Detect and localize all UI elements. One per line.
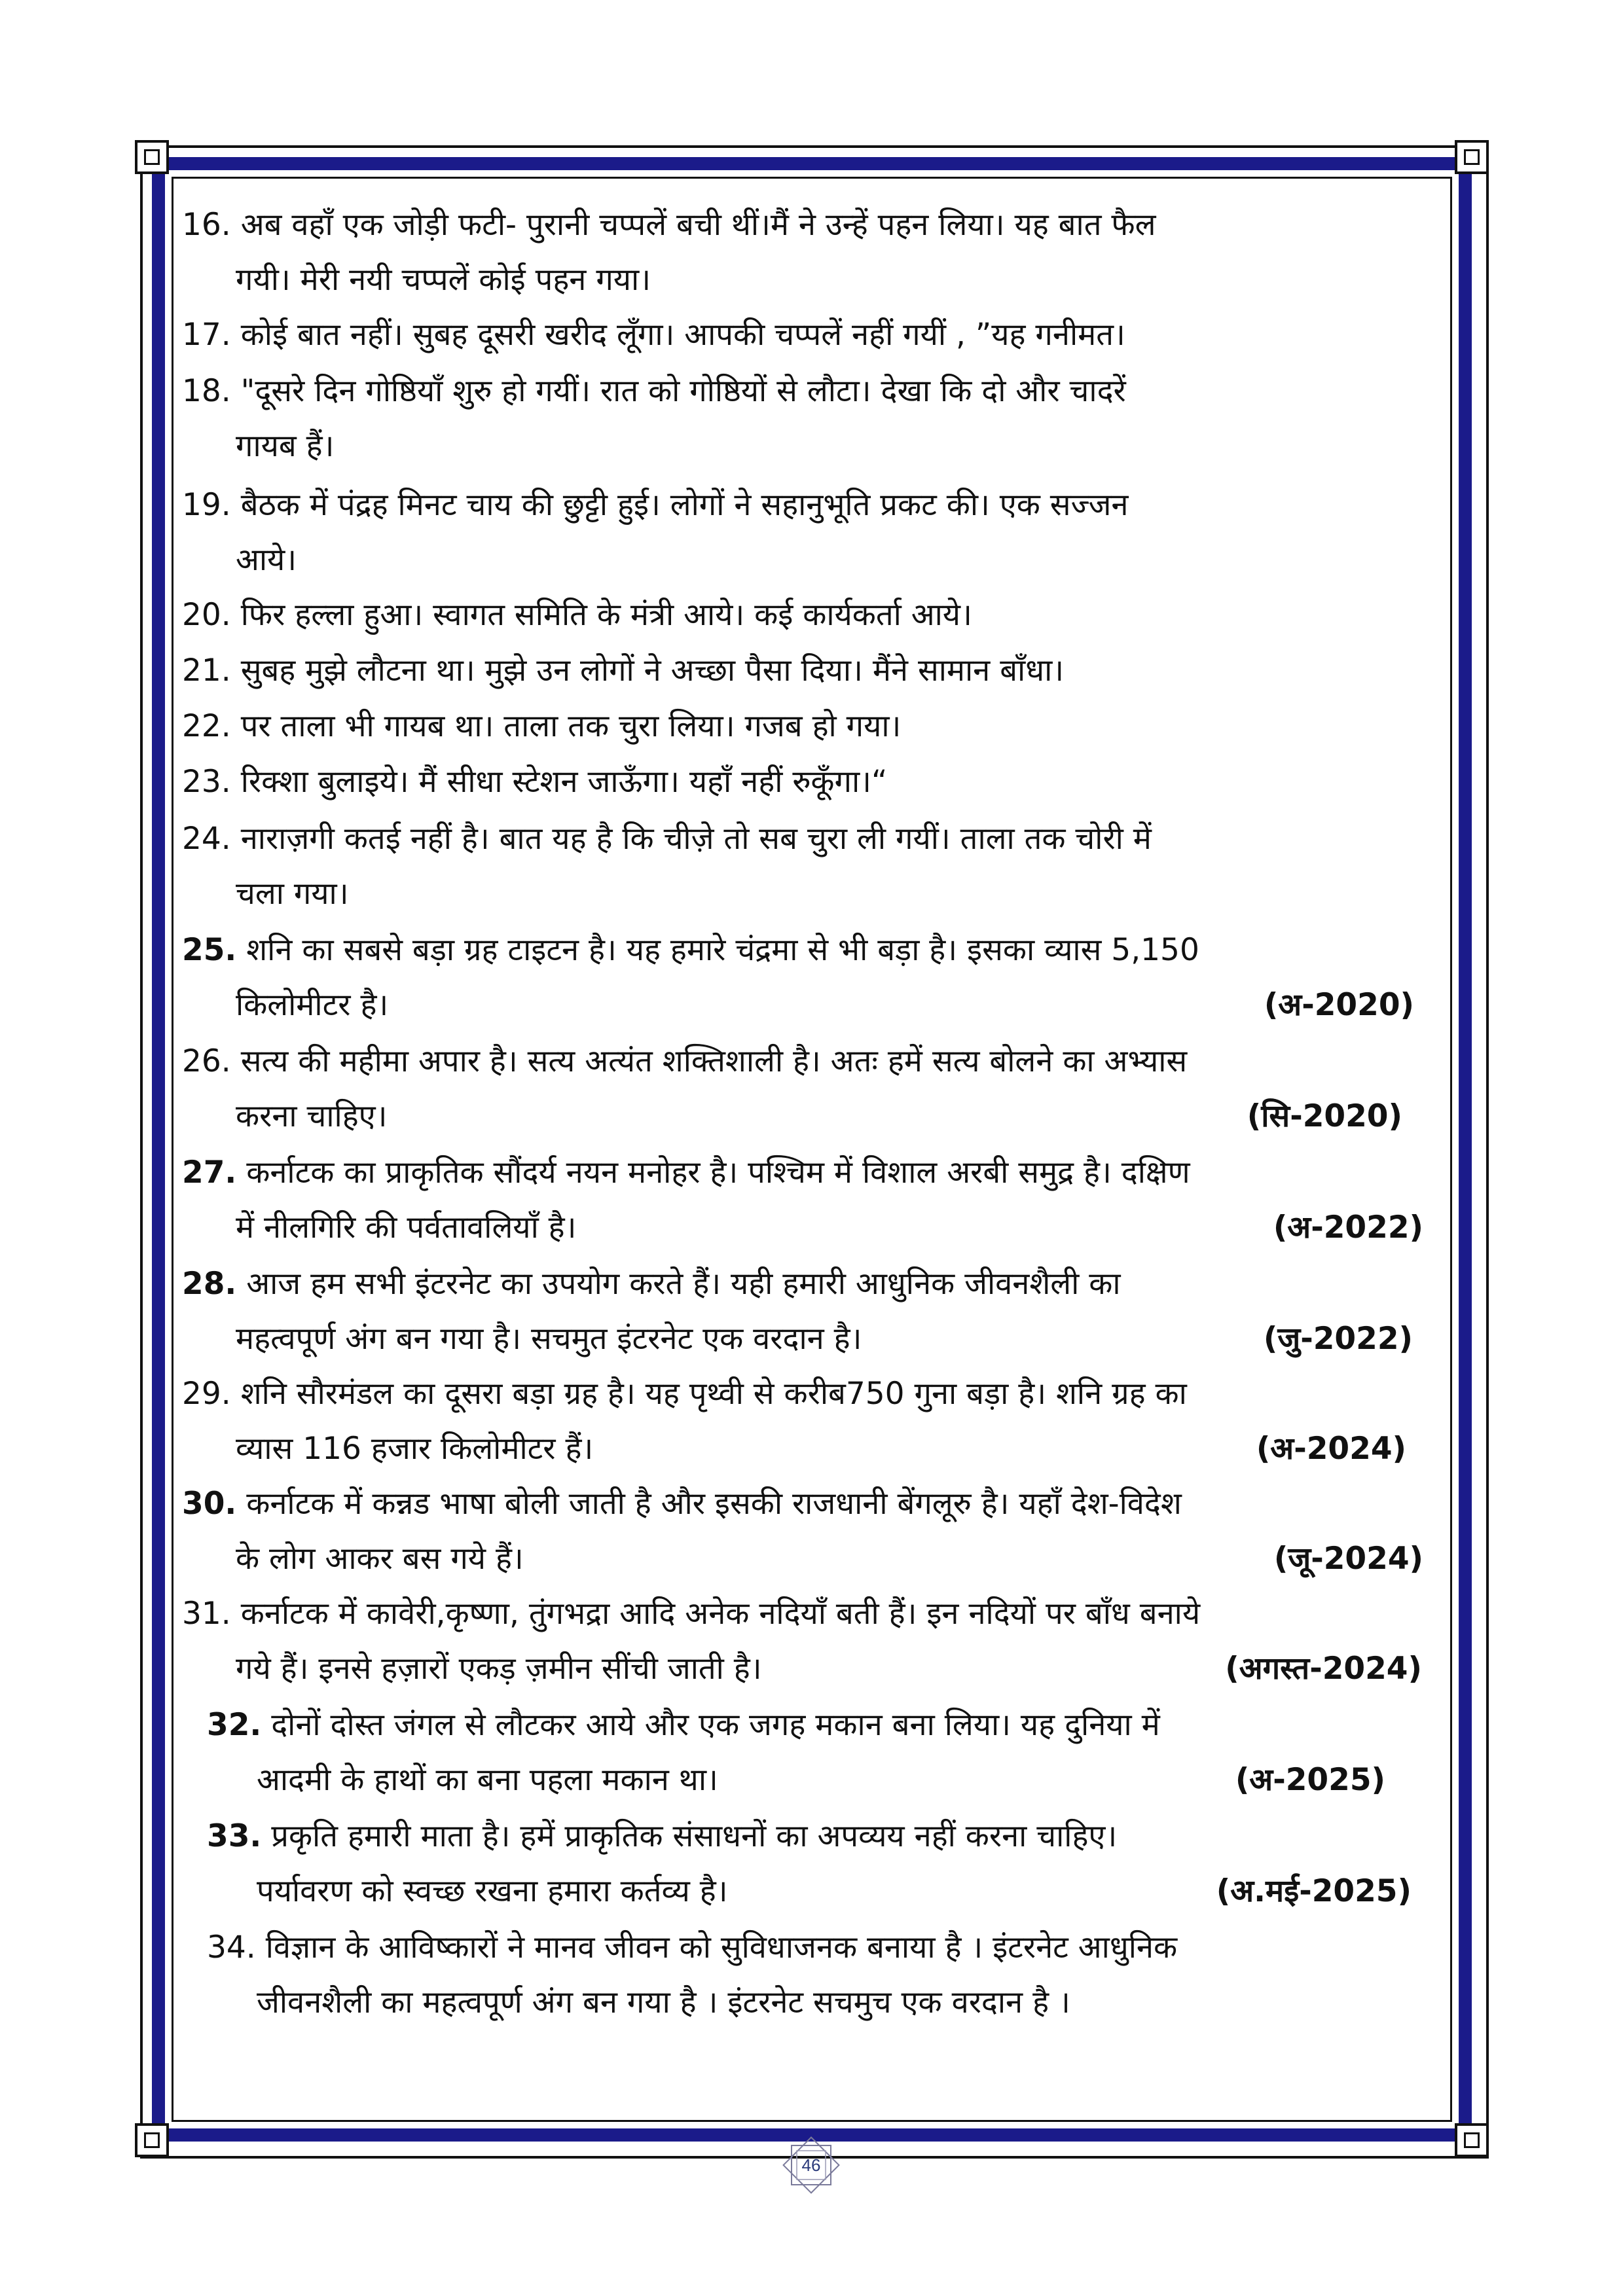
item-text: रिक्शा बुलाइये। मैं सीधा स्टेशन जाऊँगा। यहाँ नहीं रुकूँगा।“: [240, 764, 888, 800]
item-number: 30.: [182, 1486, 237, 1522]
item-text-continuation: गायब हैं।: [236, 428, 335, 464]
list-item: [182, 812, 1436, 922]
item-text: आज हम सभी इंटरनेट का उपयोग करते हैं। यही हमारी आधुनिक जीवनशैली का: [246, 1266, 1121, 1302]
item-number: 25.: [182, 932, 237, 968]
list-item: [182, 1367, 1436, 1477]
item-number: 31.: [182, 1596, 231, 1632]
item-text: कर्नाटक में कन्नड भाषा बोली जाती है और इसकी राजधानी बेंगलूरु है। यहाँ देश-विदेश: [246, 1486, 1182, 1522]
item-text-continuation: गयी। मेरी नयी चप्पलें कोई पहन गया।: [236, 262, 651, 298]
item-text: बैठक में पंद्रह मिनट चाय की छुट्टी हुई। लोगों ने सहानुभूति प्रकट की। एक सज्जन: [240, 487, 1129, 523]
item-number: 27.: [182, 1155, 237, 1191]
item-text-continuation: आदमी के हाथों का बना पहला मकान था। (अ-2025): [207, 1753, 1385, 1808]
item-number: 32.: [207, 1707, 262, 1743]
list-item: [182, 478, 1436, 588]
item-text-continuation: महत्वपूर्ण अंग बन गया है। सचमुत इंटरनेट एक वरदान है। (जु-2022): [182, 1312, 1413, 1367]
frame-corner-ornament: [1455, 140, 1489, 174]
list-item: [182, 1587, 1436, 1696]
frame-corner-ornament: [1455, 2123, 1489, 2157]
list-item: [182, 755, 1436, 810]
item-text: नाराज़गी कतई नहीं है। बात यह है कि चीज़े तो सब चुरा ली गयीं। ताला तक चोरी में: [240, 821, 1152, 857]
list-item: [182, 923, 1436, 1033]
item-number: 34.: [207, 1929, 256, 1965]
exam-year-tag: (अ-2025): [1235, 1762, 1385, 1798]
item-text-continuation: में नीलगिरि की पर्वतावलियाँ है। (अ-2022): [182, 1200, 1423, 1255]
item-number: 21.: [182, 653, 231, 689]
item-text: कर्नाटक का प्राकृतिक सौंदर्य नयन मनोहर है। पश्चिम में विशाल अरबी समुद्र है। दक्षिण: [246, 1155, 1190, 1191]
item-text-continuation: गये हैं। इनसे हज़ारों एकड़ ज़मीन सींची जाती है। (अगस्त-2024): [182, 1641, 1422, 1696]
frame-corner-ornament: [135, 2123, 169, 2157]
item-text: फिर हल्ला हुआ। स्वागत समिति के मंत्री आये। कई कार्यकर्ता आये।: [240, 597, 972, 633]
list-item: [182, 1145, 1436, 1255]
list-item: [182, 1477, 1436, 1587]
item-text: शनि का सबसे बड़ा ग्रह टाइटन है। यह हमारे चंद्रमा से भी बड़ा है। इसका व्यास 5,150: [246, 932, 1199, 968]
page-number: 46: [801, 2155, 821, 2175]
item-text-continuation: पर्यावरण को स्वच्छ रखना हमारा कर्तव्य है। (अ.मई-2025): [207, 1864, 1412, 1919]
item-number: 22.: [182, 708, 231, 744]
item-text: पर ताला भी गायब था। ताला तक चुरा लिया। गजब हो गया।: [240, 708, 902, 744]
item-number: 18.: [182, 373, 231, 409]
item-number: 33.: [207, 1818, 262, 1854]
item-number: 29.: [182, 1376, 231, 1412]
item-number: 26.: [182, 1043, 231, 1079]
page-number-badge: [777, 2131, 845, 2199]
item-text-continuation: जीवनशैली का महत्वपूर्ण अंग बन गया है । इंटरनेट सचमुच एक वरदान है ।: [257, 1984, 1070, 2020]
item-text: दोनों दोस्त जंगल से लौटकर आये और एक जगह मकान बना लिया। यह दुनिया में: [271, 1707, 1160, 1743]
list-item: [182, 588, 1436, 643]
list-item: [182, 364, 1436, 474]
item-number: 19.: [182, 487, 231, 523]
item-number: 24.: [182, 821, 231, 857]
list-item: [207, 1920, 1438, 2030]
list-item: [182, 699, 1436, 754]
item-text: प्रकृति हमारी माता है। हमें प्राकृतिक संसाधनों का अपव्यय नहीं करना चाहिए।: [271, 1818, 1118, 1854]
list-item: [182, 308, 1432, 363]
item-number: 16.: [182, 207, 231, 243]
item-number: 17.: [182, 317, 231, 353]
exam-year-tag: (अ-2022): [1273, 1210, 1423, 1246]
list-item: [207, 1809, 1412, 1919]
list-item: [207, 1698, 1398, 1808]
item-text: अब वहाँ एक जोड़ी फटी- पुरानी चप्पलें बची थीं।मैं ने उन्हें पहन लिया। यह बात फैल: [240, 207, 1156, 243]
item-text: "दूसरे दिन गोष्ठियाँ शुरु हो गयीं। रात को गोष्ठियों से लौटा। देखा कि दो और चादरें: [240, 373, 1126, 409]
item-number: 23.: [182, 764, 231, 800]
item-text-continuation: करना चाहिए। (सि-2020): [182, 1089, 1402, 1144]
list-item: [182, 643, 1436, 698]
exam-year-tag: (अ-2020): [1264, 987, 1414, 1023]
frame-corner-ornament: [135, 140, 169, 174]
item-text-continuation: चला गया।: [236, 876, 349, 912]
exam-year-tag: (अगस्त-2024): [1225, 1651, 1422, 1687]
item-text: सत्य की महीमा अपार है। सत्य अत्यंत शक्तिशाली है। अतः हमें सत्य बोलने का अभ्यास: [240, 1043, 1188, 1079]
item-text-continuation: आये।: [236, 542, 297, 578]
exam-year-tag: (जु-2022): [1263, 1321, 1413, 1357]
item-text: कोई बात नहीं। सुबह दूसरी खरीद लूँगा। आपकी चप्पलें नहीं गयीं , ”यह गनीमत।: [240, 317, 1125, 353]
item-text-continuation: के लोग आकर बस गये हैं। (जू-2024): [182, 1532, 1423, 1587]
exam-year-tag: (सि-2020): [1247, 1098, 1402, 1134]
list-item: [182, 1034, 1436, 1144]
exam-year-tag: (अ-2024): [1256, 1431, 1406, 1467]
item-number: 28.: [182, 1266, 237, 1302]
item-text: विज्ञान के आविष्कारों ने मानव जीवन को सुविधाजनक बनाया है । इंटरनेट आधुनिक: [265, 1929, 1178, 1965]
item-text-continuation: किलोमीटर है। (अ-2020): [182, 978, 1414, 1033]
item-text: कर्नाटक में कावेरी,कृष्णा, तुंगभद्रा आदि अनेक नदियाँ बती हैं। इन नदियों पर बाँध बनाये: [240, 1596, 1201, 1632]
item-number: 20.: [182, 597, 231, 633]
item-text: शनि सौरमंडल का दूसरा बड़ा ग्रह है। यह पृथ्वी से करीब750 गुना बड़ा है। शनि ग्रह का: [240, 1376, 1187, 1412]
exam-year-tag: (अ.मई-2025): [1216, 1873, 1412, 1909]
item-text: सुबह मुझे लौटना था। मुझे उन लोगों ने अच्छा पैसा दिया। मैंने सामान बाँधा।: [240, 653, 1065, 689]
list-item: [182, 198, 1380, 308]
list-item: [182, 1257, 1436, 1367]
exam-year-tag: (जू-2024): [1273, 1541, 1423, 1577]
item-text-continuation: व्यास 116 हजार किलोमीटर हैं। (अ-2024): [182, 1422, 1406, 1477]
